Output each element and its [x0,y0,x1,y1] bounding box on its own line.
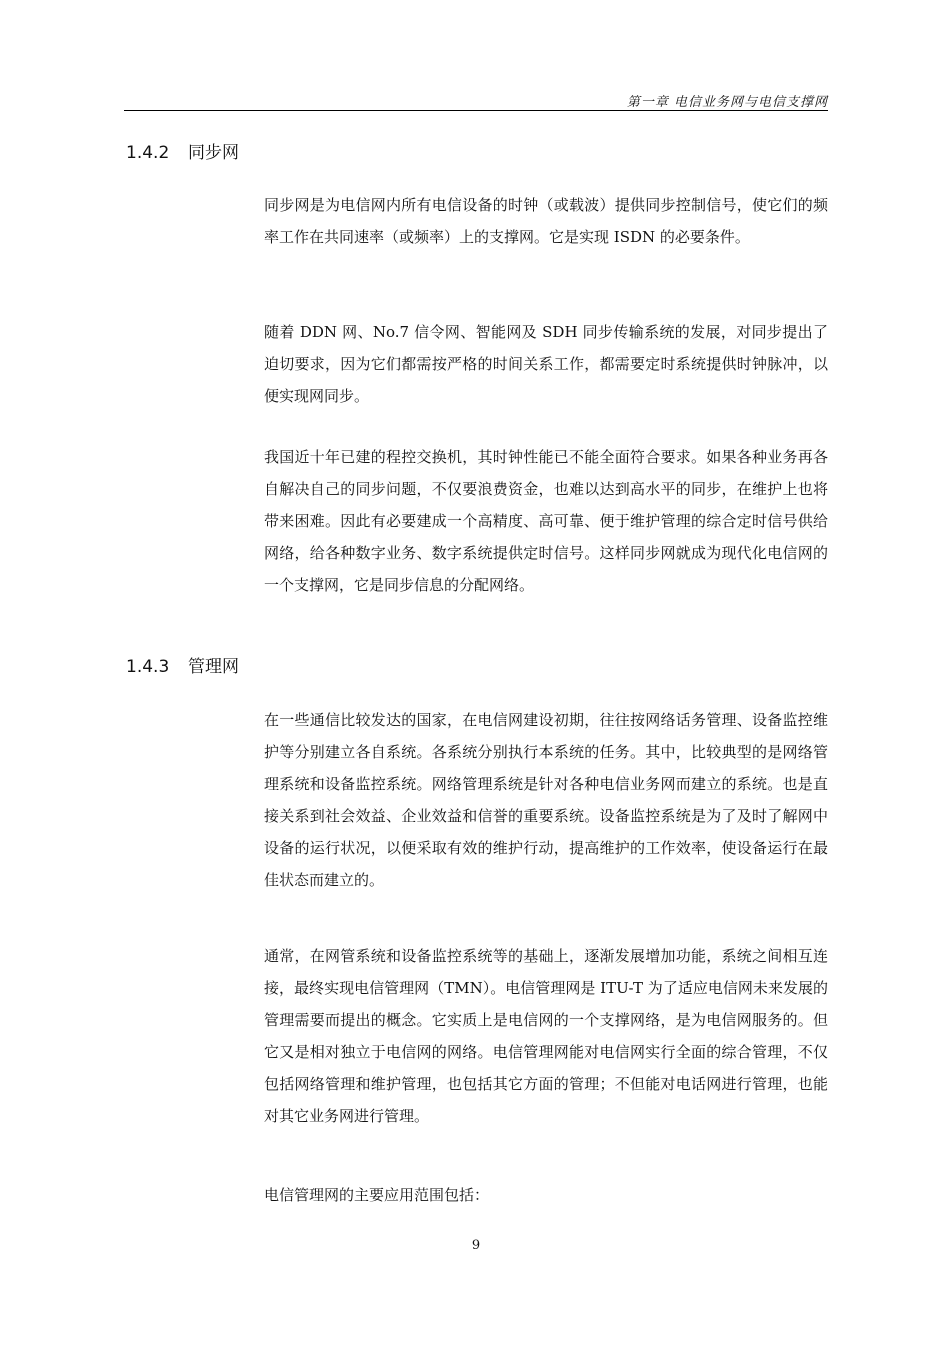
paragraph: 随着 DDN 网、No.7 信令网、智能网及 SDH 同步传输系统的发展，对同步提出了迫切要求，因为它们都需按严格的时间关系工作，都需要定时系统提供时钟脉冲，以便实现网同步。 [264,323,828,405]
page-number: 9 [471,1238,481,1253]
section-number: 1.4.3 [126,657,170,677]
section-heading-1-4-3 [126,652,239,677]
section-heading-1-4-2 [126,138,239,163]
header-rule [124,110,828,111]
paragraph: 通常，在网管系统和设备监控系统等的基础上，逐渐发展增加功能，系统之间相互连接，最终实现电信管理网（TMN）。电信管理网是 ITU-T 为了适应电信网未来发展的管理需要而提出的概念。它实质上是电信网的一个支撑网络，是为电信网服务的。但它又是相对独立于电信网的网络。电信管理网能对电信网实行全面的综合管理，不仅包括网络管理和维护管理，也包括其它方面的管理；不但能对电话网进行管理，也能对其它业务网进行管理。 [264,947,828,1125]
section-title: 管理网 [188,657,239,677]
section-title: 同步网 [188,143,239,163]
paragraph: 同步网是为电信网内所有电信设备的时钟（或载波）提供同步控制信号，使它们的频率工作在共同速率（或频率）上的支撑网。它是实现 ISDN 的必要条件。 [264,196,828,246]
running-header: 第一章 电信业务网与电信支撑网 [626,95,828,110]
section-number: 1.4.2 [126,143,170,163]
paragraph: 电信管理网的主要应用范围包括： [264,1186,490,1204]
paragraph: 在一些通信比较发达的国家，在电信网建设初期，往往按网络话务管理、设备监控维护等分别建立各自系统。各系统分别执行本系统的任务。其中，比较典型的是网络管理系统和设备监控系统。网络管理系统是针对各种电信业务网而建立的系统。也是直接关系到社会效益、企业效益和信誉的重要系统。设备监控系统是为了及时了解网中设备的运行状况，以便采取有效的维护行动，提高维护的工作效率，使设备运行在最佳状态而建立的。 [264,711,828,889]
paragraph: 我国近十年已建的程控交换机，其时钟性能已不能全面符合要求。如果各种业务再各自解决自己的同步问题，不仅要浪费资金，也难以达到高水平的同步，在维护上也将带来困难。因此有必要建成一个高精度、高可靠、便于维护管理的综合定时信号供给网络，给各种数字业务、数字系统提供定时信号。这样同步网就成为现代化电信网的一个支撑网，它是同步信息的分配网络。 [264,448,828,594]
